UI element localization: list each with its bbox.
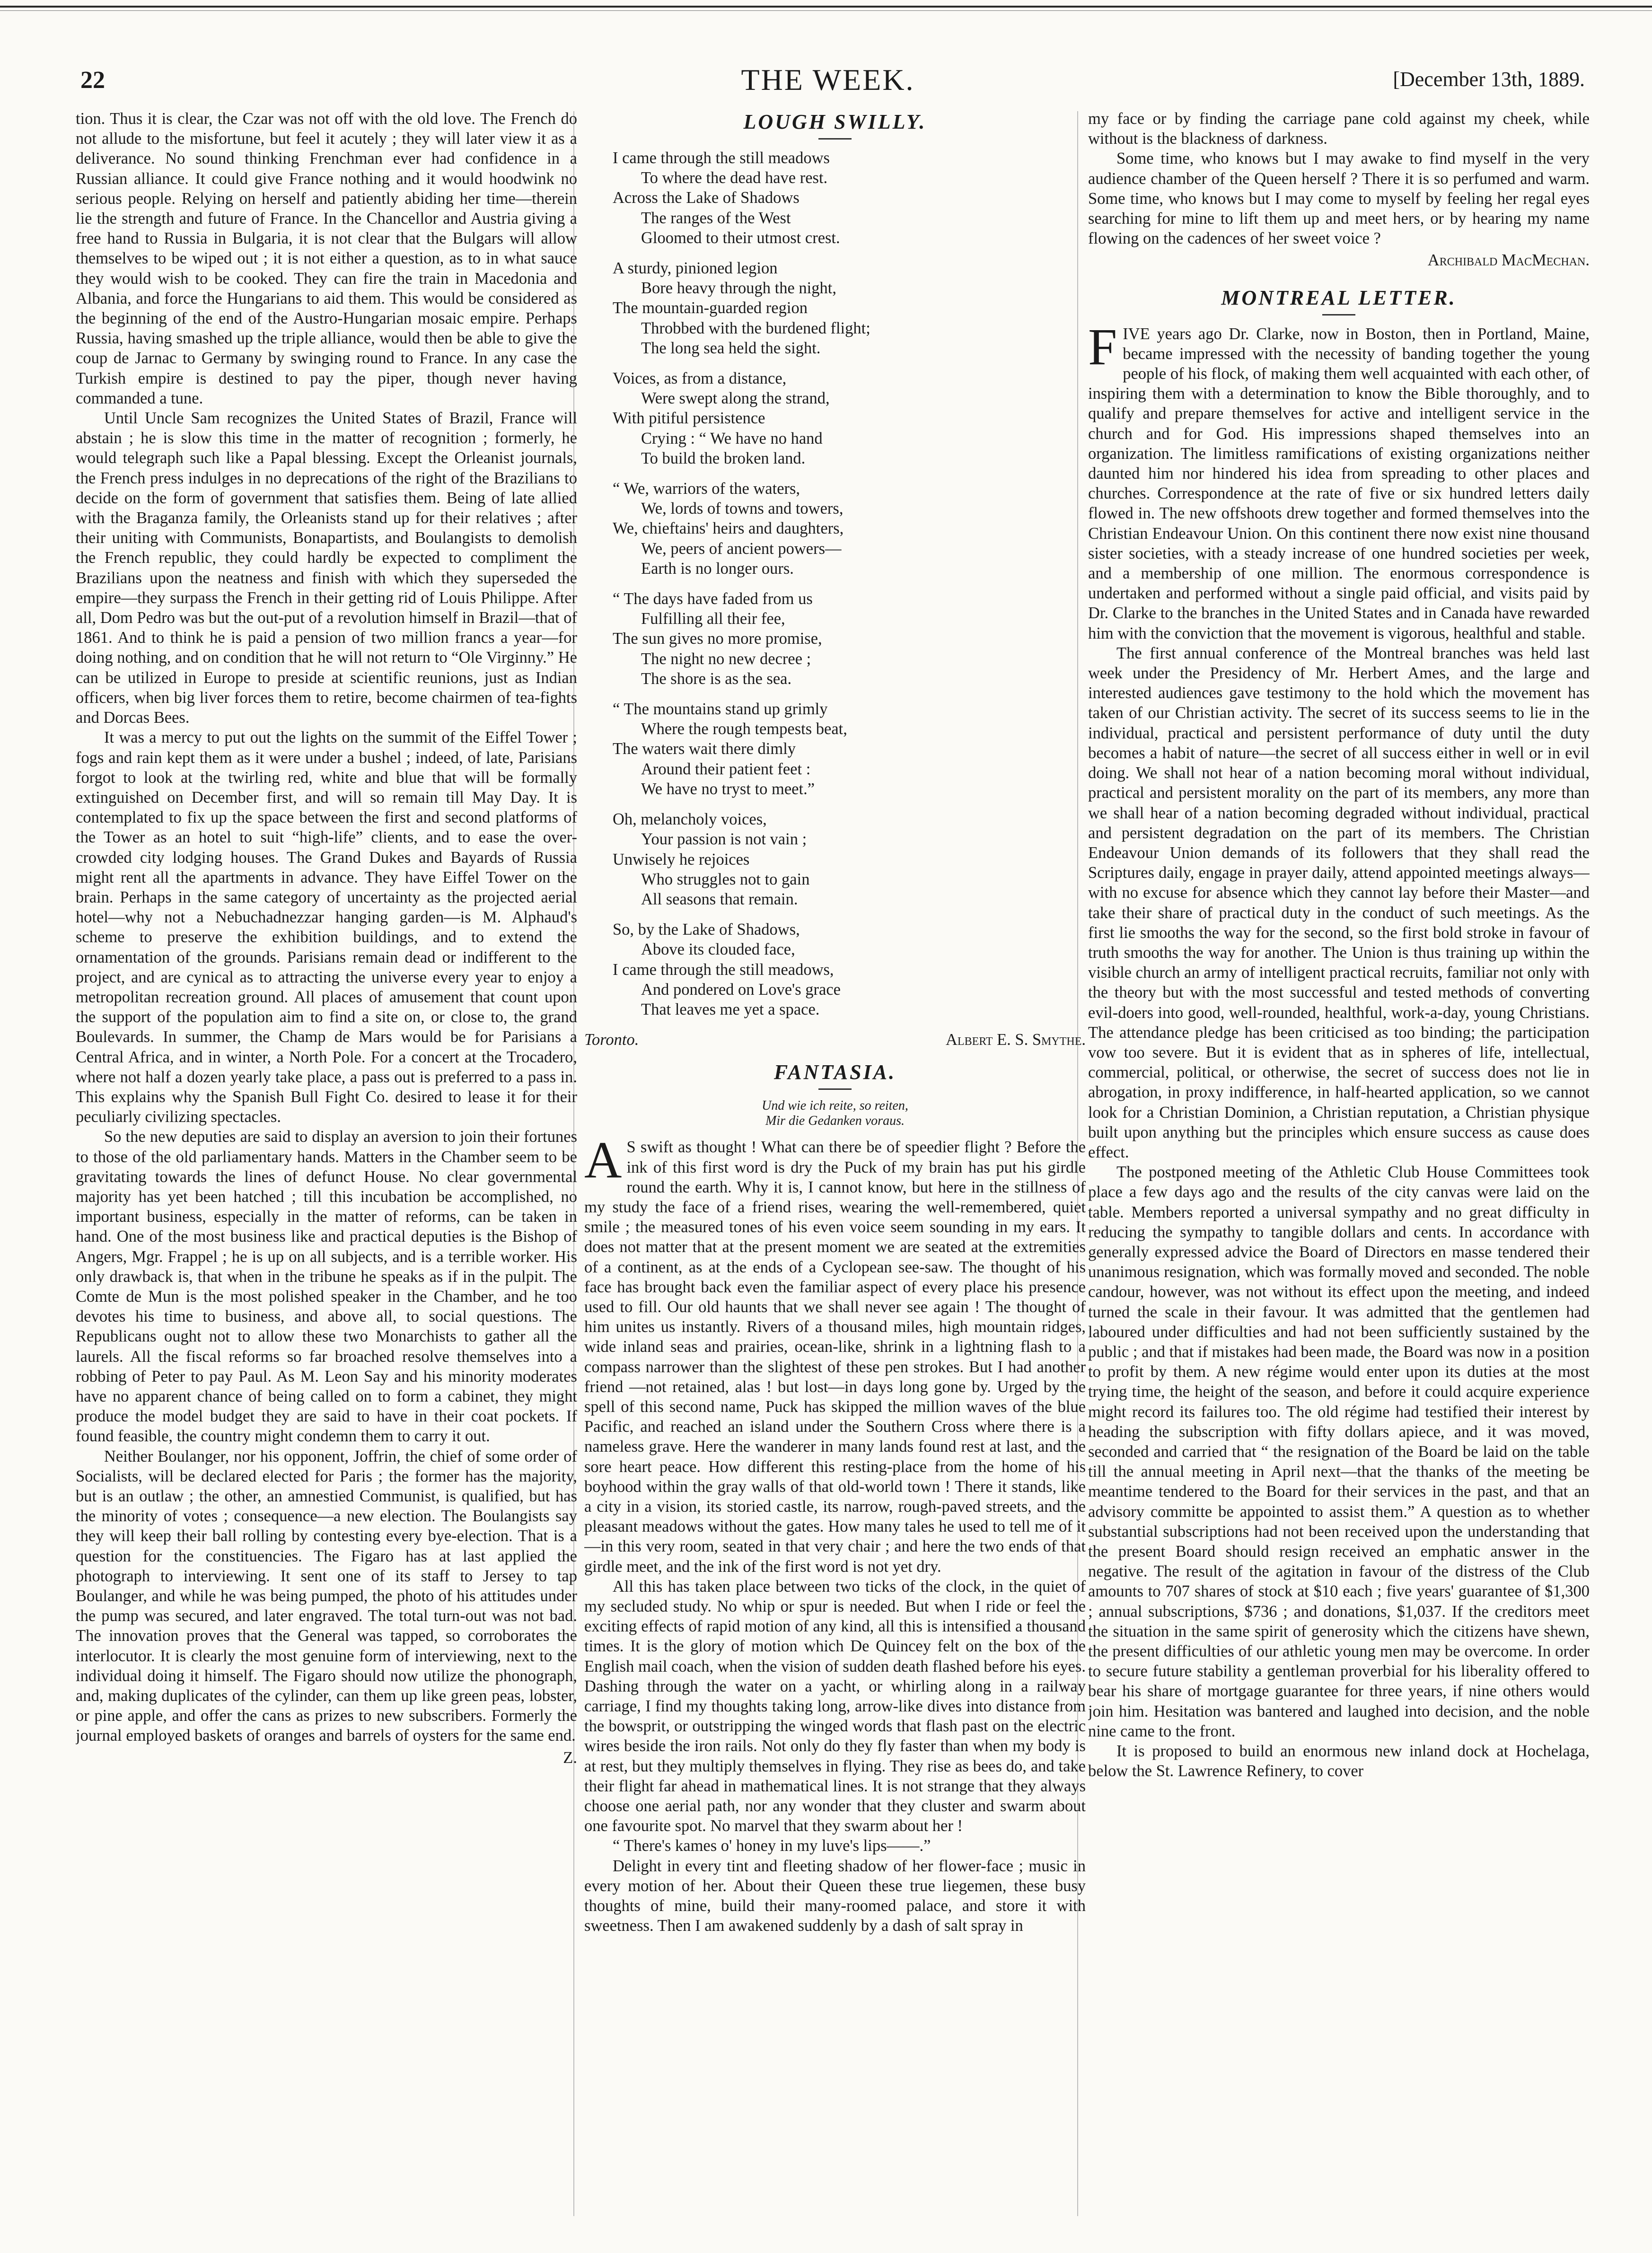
drop-cap: A xyxy=(584,1131,622,1189)
poem-line: That leaves me yet a space. xyxy=(641,1000,820,1018)
article-paragraph: Neither Boulanger, nor his opponent, Joffrin, the chief of some order of Socialists, will be declared elected for Paris ; the former has the majority, but is an outlaw ; the other, an amnestied Communist, is qualified, but has the minority of votes ; consequence—a new election. The Boulangists say they will keep their ball rolling by contesting every bye-election. That is a question for the constituencies. The Figaro has at last applied the photograph to interviewing. It sent one of its staff to Jersey to tap Boulanger, and while he was being pumped, the photo of his attitudes under the pump was secured, and later engraved. The total turn-out was not bad. The innovation proves that the General was tapped, so corroborates the interlocutor. It is clearly the most genuine form of interviewing, next to the individual doing it himself. The Figaro should now utilize the phonograph, and, making duplicates of the cylinder, can them up like green peas, lobster, or pine apple, and offer the cans as prizes to new subscribers. Formerly the journal employed baskets of oranges and barrels of oysters for the same end. xyxy=(76,1447,577,1745)
poem-line: Your passion is not vain ; xyxy=(641,830,807,849)
poem-line: We, peers of ancient powers— xyxy=(641,539,842,558)
poem-stanza xyxy=(613,479,1086,579)
article-paragraph: Delight in every tint and fleeting shadow of her flower-face ; music in every motion of her. About their Queen these true liegemen, these busy thoughts of mine, build their many-roomed palace, and store it with sweetness. Then I am awakened suddenly by a dash of salt spray in xyxy=(584,1857,1086,1935)
poem-line: Throbbed with the burdened flight; xyxy=(641,319,870,337)
article-paragraph: All this has taken place between two ticks of the clock, in the quiet of my secluded study. No whip or spur is needed. But when I ride or feel the exciting effects of rapid motion of any kind, all this is intensified a thousand times. It is the glory of motion which De Quincey felt on the box of the English mail coach, when the vision of sudden death flashed before his eyes. Dashing through the water on a yacht, or whirling along in a railway carriage, I find my thoughts taking long, arrow-like dives into distance from the bowsprit, or outstripping the winged words that flash past on the electric wires beside the iron rails. Not only do they fly faster than when my body is at rest, but they multiply themselves in flying. They rise as bees do, and take their flight far ahead in mathematical lines. It is not strange that they always choose one aerial path, nor any wonder that they cluster and swarm about one favourite spot. No marvel that they swarm about her ! xyxy=(584,1577,1086,1835)
title-rule xyxy=(818,1088,852,1090)
article-paragraph: my face or by finding the carriage pane cold against my cheek, while without is the blackness of darkness. xyxy=(1088,110,1590,148)
montreal-letter-title: MONTREAL LETTER. xyxy=(1221,286,1457,309)
poem-line: Were swept along the strand, xyxy=(641,389,830,408)
poem-line: The sun gives no more promise, xyxy=(613,630,822,648)
article-paragraph: It is proposed to build an enormous new inland dock at Hochelaga, below the St. Lawrence Refinery, to cover xyxy=(1088,1742,1590,1780)
quote-line: “ There's kames o' honey in my luve's lips——.” xyxy=(613,1837,931,1855)
poem-line: “ The days have faded from us xyxy=(613,590,813,608)
poem-line: I came through the still meadows, xyxy=(613,960,834,979)
poem-author: Albert E. S. Smythe. xyxy=(946,1031,1086,1049)
poem-line: The long sea held the sight. xyxy=(641,339,821,357)
poem-line: Earth is no longer ours. xyxy=(641,559,794,578)
poem-line: I came through the still meadows xyxy=(613,149,830,167)
poem-line: A sturdy, pinioned legion xyxy=(613,259,778,278)
fantasia-author: Archibald MacMechan. xyxy=(1427,251,1590,270)
poem-stanza xyxy=(613,368,1086,468)
poem-stanza xyxy=(613,699,1086,799)
fantasia-title: FANTASIA. xyxy=(773,1061,896,1084)
poem-line: And pondered on Love's grace xyxy=(641,980,841,999)
poem-line: We, lords of towns and towers, xyxy=(641,500,844,518)
epigraph-line: Und wie ich reite, so reiten, xyxy=(762,1098,908,1113)
article-paragraph: The postponed meeting of the Athletic Club House Committees took place a few days ago and the results of the city canvas were laid on the table. Members reported a universal sympathy and no great difficulty in reducing the sympathy to tangible dollars and cents. In accordance with generally expressed advice the Board of Directors en masse tendered their unanimous resignation, which was formally moved and seconded. The noble candour, however, was not without its effect upon the meeting, and indeed turned the scale in their favour. It was admitted that the gentlemen had laboured under difficulties and had not been sufficiently sustained by the public ; and that if mistakes had been made, the Board was now in a position to profit by them. A new régime would enter upon its duties at the most trying time, the height of the season, and before it could acquire experience might record its failures too. The old régime had testified their interest by heading the subscription with fifty dollars apiece, and it was moved, seconded and carried that “ the resignation of the Board be laid on the table till the annual meeting in April next—that the thanks of the meeting be meantime tendered to the Board for their services in the past, and that an advisory committe be appointed to assist them.” A question as to whether substantial subscriptions had not been received upon the understanding that the present Board should resign received an emphatic answer in the negative. The result of the agitation in favour of the distress of the Club amounts to 707 shares of stock at $10 each ; five years' guarantee of $1,300 ; annual subscriptions, $736 ; and donations, $1,037. If the creditors meet the situation in the same spirit of generosity which the citizens have shewn, the present difficulties of our athletic young men may be overcome. In order to secure future stability a gentleman proverbial for his liberality offered to bear his share of mortgage guarantee for three years, if nine others would join him. Hesitation was bantered and laughed into decision, and the noble nine came to the front. xyxy=(1088,1163,1590,1740)
poem-line: “ The mountains stand up grimly xyxy=(613,700,828,719)
poem-line: Unwisely he rejoices xyxy=(613,850,750,868)
poem-signature xyxy=(584,1030,1086,1050)
poem-line: Across the Lake of Shadows xyxy=(613,189,800,207)
poem-line: All seasons that remain. xyxy=(641,890,798,908)
paragraph-text: IVE years ago Dr. Clarke, now in Boston, then in Portland, Maine, became impressed with the necessity of banding together the young people of his flock, of making them well acquainted with each other, of inspiring them with a determination to know the Bible thoroughly, and to qualify and prepare themselves for active and intelligent service in the church and for God. His impressions shaped themselves into an organization. The limitless ramifications of existing organizations neither daunted him nor hindered his idea from spreading to other places and churches. Correspondence at the rate of five or six hundred letters daily flowed in. The new offshoots drew together and formed themselves into the Christian Endeavour Union. On this continent there now exist nine thousand sister societies, with a steady increase of one hundred societies per week, and a membership of one million. The enormous correspondence is undertaken and performed without a single paid official, and visits paid by Dr. Clarke to the branches in the United States and in Canada have rewarded him with the conviction that the movement is vigorous, healthful and stable. xyxy=(1088,324,1590,642)
poem-line: Crying : “ We have no hand xyxy=(641,429,823,447)
poem-line: Above its clouded face, xyxy=(641,940,795,959)
poem-stanza xyxy=(613,589,1086,689)
poem-line: To where the dead have rest. xyxy=(641,169,828,187)
drop-cap: F xyxy=(1088,317,1117,376)
poem-line: The night no new decree ; xyxy=(641,649,811,668)
article-paragraph xyxy=(1088,317,1590,643)
page-number: 22 xyxy=(80,67,105,94)
poem-place: Toronto. xyxy=(584,1031,639,1049)
issue-date: [December 13th, 1889. xyxy=(1393,68,1585,91)
poem-stanza xyxy=(613,258,1086,358)
top-border-hairline xyxy=(0,10,1652,11)
column-middle xyxy=(584,109,1086,2218)
epigraph-line: Mir die Gedanken voraus. xyxy=(765,1113,905,1129)
poem-line: Fulfilling all their fee, xyxy=(641,610,785,628)
poem-line: Voices, as from a distance, xyxy=(613,369,787,388)
poem-title: LOUGH SWILLY. xyxy=(743,110,927,133)
poem-line: The waters wait there dimly xyxy=(613,740,796,758)
title-rule xyxy=(1322,314,1355,316)
poem-line: Where the rough tempests beat, xyxy=(641,720,847,738)
masthead xyxy=(71,57,1585,99)
article-paragraph: tion. Thus it is clear, the Czar was not off with the old love. The French do not allude to the misfortune, but feel it acutely ; they will later view it as a deliverance. No sound thinking Frenchman ever had confidence in a Russian alliance. It could give France nothing and it would hoodwink no serious people. Relying on herself and patiently abiding her time—therein lie the strength and future of France. In the Chancellor and Austria giving a free hand to Russia in Bulgaria, it is not clear that the Bulgars will allow themselves to be wiped out ; it is not either a question, as to in what sauce they would wish to be cooked. They can fire the train in Macedonia and Albania, and force the Hungarians to aid them. This would be considered as the beginning of the end of the Austro-Hungarian mosaic empire. Perhaps Russia, having smashed up the triple alliance, would then be able to give the coup de Jarnac to Germany by swinging round to France. In any case the Turkish empire is destined to pay the piper, though never having commanded a tune. xyxy=(76,110,577,407)
poem-line: So, by the Lake of Shadows, xyxy=(613,920,800,939)
poem-line: Gloomed to their utmost crest. xyxy=(641,228,840,247)
poem-line: We, chieftains' heirs and daughters, xyxy=(613,519,844,538)
poem-stanza xyxy=(613,809,1086,909)
poem-stanza xyxy=(613,148,1086,248)
poem-line: The shore is as the sea. xyxy=(641,669,792,688)
article-signature: Z. xyxy=(563,1748,577,1767)
poem-line: Who struggles not to gain xyxy=(641,870,810,888)
article-paragraph: It was a mercy to put out the lights on the summit of the Eiffel Tower ; fogs and rain kept them as it were under a bushel ; indeed, of late, Parisians forgot to look at the twirling red, white and blue that will be formally extinguished on December first, and will so remain till May Day. It is contemplated to fix up the space between the first and second platforms of the Tower as an hotel to suit “high-life” clients, and to ease the over-crowded city lodging houses. The Grand Dukes and Bayards of Russia might rent all the apartments in advance. They have Eiffel Tower on the brain. Perhaps in the same category of uncertainty as the projected aerial hotel—why not a Nebuchadnezzar hanging garden—is M. Alphaud's scheme to preserve the exhibition buildings, and to extend the ornamentation of the grounds. Parisians remain dead or indifferent to the project, and are cynical as to attracting the universe every year to enjoy a metropolitan recreation ground. All places of amusement that count upon the support of the population aim to find a site on, or close to, the grand Boulevards. In summer, the Champ de Mars would be for Parisians a Central Africa, and in winter, a North Pole. For a concert at the Trocadero, where not half a dozen yearly take place, a pass out is preferred to a pass in. This explains why the Spanish Bull Fight Co. desired to lease it for their peculiarly civilizing spectacles. xyxy=(76,728,577,1126)
poem-line: The ranges of the West xyxy=(641,209,791,227)
column-left-article xyxy=(76,109,577,2218)
poem-line: To build the broken land. xyxy=(641,449,806,467)
epigraph xyxy=(584,1098,1086,1129)
poem-line: Bore heavy through the night, xyxy=(641,279,836,298)
poem-line: “ We, warriors of the waters, xyxy=(613,480,800,498)
title-rule xyxy=(818,138,852,140)
poem-line: The mountain-guarded region xyxy=(613,299,808,317)
column-right xyxy=(1088,109,1590,2218)
article-paragraph xyxy=(584,1131,1086,1576)
poem-line: Around their patient feet : xyxy=(641,760,811,778)
article-paragraph: So the new deputies are said to display an aversion to join their fortunes to those of the old parliamentary hands. Matters in the Chamber seem to be gravitating towards the lines of defunct House. No clear governmental majority has yet been hatched ; till this incubation be accomplished, no important business, especially in the matter of reforms, can be taken in hand. One of the most business like and practical deputies is the Bishop of Angers, Mgr. Frappel ; he is up on all subjects, and is a terrible worker. His only drawback is, that when in the tribune he speaks as if in the pulpit. The Comte de Mun is the most polished speaker in the Chamber, and he too devotes his time to business, and above all, to social questions. The Republicans ought not to allow these two Monarchists to gather all the laurels. All the fiscal reforms so far broached resolve themselves into a robbing of Peter to pay Paul. As M. Leon Say and his minority moderates have no apparent chance of being called on to form a cabinet, they might produce the model budget they are said to have in their coat pockets. If found feasible, the country might condemn them to carry it out. xyxy=(76,1128,577,1446)
article-paragraph: Until Uncle Sam recognizes the United States of Brazil, France will abstain ; he is slow this time in the matter of recognition ; formerly, he would telegraph such like a Papal blessing. Except the Orleanist journals, the French press indulges in no deprecations of the right of the Brazilians to decide on the form of government that satisfies them. Being of late allied with the Braganza family, the Orleanists stand up for their relatives ; after their uniting with Communists, Bonapartists, and Boulangists to demolish the French republic, they could hardly be expected to compliment the Brazilians upon the neatness and finish with which they superseded the empire—they surpass the French in their getting rid of Louis Philippe. After all, Dom Pedro was but the out-put of a revolution himself in Brazil—that of 1861. And to think he is paid a pension of two million francs a year—for doing nothing, and on condition that he will not return to “Ole Virginny.” He can be utilized in Europe to preside at scientific reunions, just as Indian officers, when big liver forces them to retire, become chairmen of tea-fights and Dorcas Bees. xyxy=(76,409,577,727)
poem-line: We have no tryst to meet.” xyxy=(641,780,815,798)
poem-line: With pitiful persistence xyxy=(613,409,765,428)
article-paragraph: The first annual conference of the Montreal branches was held last week under the Presidency of Mr. Herbert Ames, and the large and interested audiences gave testimony to the hold which the movement has taken of our Christian activity. The secret of its success seems to lie in the individual, practical and persistent performance of duty until the duty becomes a habit of nature—the secret of all success either in well or in evil doing. We shall not hear of a nation becoming moral without individual, practical and persistent morality on the part of its members, any more than we shall hear of a nation becoming degraded without individual, practical and persistent degradation on the part of its members. The Christian Endeavour Union demands of its followers that they shall read the Scriptures daily, engage in prayer daily, attend appointed meetings always—with no excuse for absence which they cannot lay before their Master—and take their share of practical duty in the conduct of such meetings. As the first lie smooths the way for the second, so the first bold stroke in favour of truth smooths the way for another. The Union is thus training up within the visible church an army of intelligent practical recruits, familiar not only with the theory but with the most successful and tested methods of converting evil-doers into good, well-rounded, healthful, work-a-day, young Christians. The attendance pledge has been criticised as too binding; the participation vow too severe. But it is evident that as in spheres of life, intellectual, commercial, political, or otherwise, the secret of success does not lie in abrogation, in proxy indifference, in half-hearted application, so we cannot look for a Christian Dominion, a Christian reputation, a Christian physique built upon anything but the principles which ensure success as cause does effect. xyxy=(1088,644,1590,1161)
poem-stanza xyxy=(613,920,1086,1019)
publication-title: THE WEEK. xyxy=(741,63,915,96)
article-paragraph: Some time, who knows but I may awake to find myself in the very audience chamber of the Queen herself ? There it is so perfumed and warm. Some time, who knows but I may come to myself by feeling her regal eyes searching for mine to lift them up and meet hers, or by hearing my name flowing on the cadences of her sweet voice ? xyxy=(1088,149,1590,248)
poem-body xyxy=(613,148,1086,1019)
paragraph-text: S swift as thought ! What can there be of speedier flight ? Before the ink of this first word is dry the Puck of my brain has put his girdle round the earth. Why it is, I cannot know, but here in the stillness of my study the face of a friend rises, wearing the well-remembered, quiet smile ; the measured tones of his even voice seem sounding in my ears. It does not matter that at the present moment we are seated at the extremities of a continent, as at the ends of a Cyclopean see-saw. The thought of his face has brought back even the familiar aspect of every place his presence used to fill. Our old haunts that we shall never see again ! The thought of him unites us instantly. Rivers of a thousand miles, high mountain ridges, wide inland seas and prairies, ocean-like, shrink in a lightning flash to a compass narrower than the slightest of these pen strokes. But I had another friend —not retained, alas ! but lost—in days long gone by. Urged by the spell of this second name, Puck has skipped the million waves of the blue Pacific, and reached an island under the Southern Cross where there is a nameless grave. Here the wanderer in many lands found rest at last, and the sore heart peace. How different this resting-place from the home of his boyhood within the gray walls of that old-world town ! There it stands, like a city in a vision, its storied castle, its narrow, rough-paved streets, and the pleasant meadows without the gates. How many tales he used to tell me of it—in this very room, seated in that very chair ; and here the two ends of that girdle meet, and the ink of the first word is not yet dry. xyxy=(584,1138,1086,1576)
poem-line: Oh, melancholy voices, xyxy=(613,810,767,829)
top-border-rule xyxy=(0,6,1652,8)
